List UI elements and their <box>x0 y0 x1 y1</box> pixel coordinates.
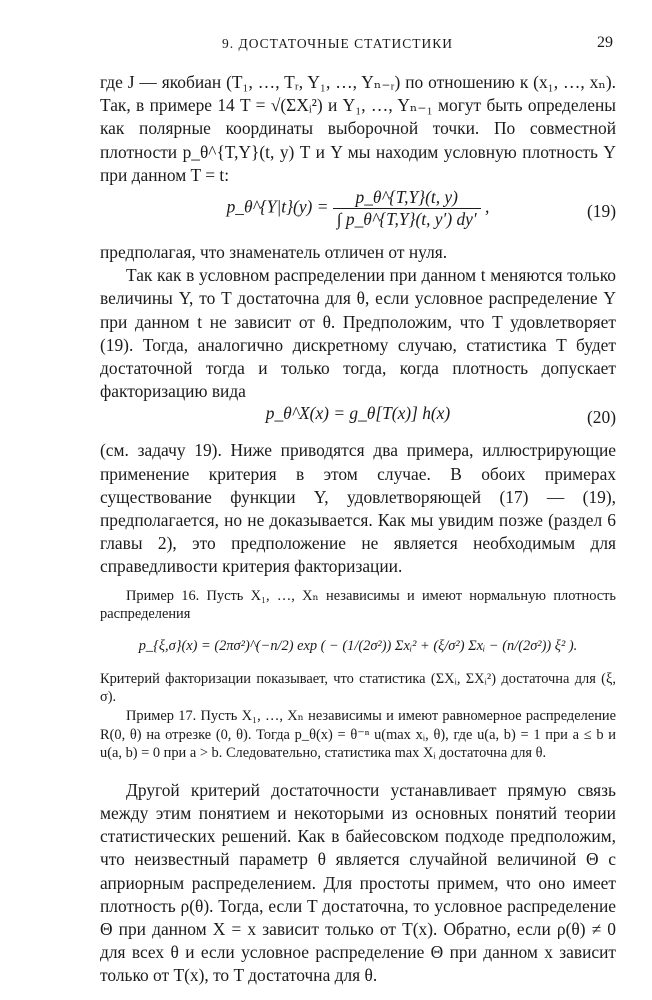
paragraph-jacobian: где J — якобиан (T₁, …, Tᵣ, Y₁, …, Yₙ₋ᵣ) по отношению к (x₁, …, xₙ). Так, в примере 14 T = √(ΣXᵢ²) и Y₁, …, Yₙ₋₁ могут быть определены как полярные координаты выборочной точки. По совместной плотности p_θ^{T,Y}(t, y) T и Y мы находим условную плотность Y при данном T = t: <box>100 72 616 185</box>
page-body <box>100 71 616 988</box>
spacer <box>100 579 616 587</box>
paragraph-conditional-distribution: Так как в условном распределении при данном t меняются только величины Y, то T достаточна для θ, если условное распределение Y при данном t не зависит от θ. Предположим, что T удовлетворяет (19). Тогда, аналогично дискретному случаю, статистика T будет достаточной тогда и только тогда, когда плотность допускает факторизацию вида <box>100 265 616 402</box>
equation-20-label: (20) <box>587 407 616 428</box>
equation-19-numerator: p_θ^{T,Y}(t, y) <box>333 187 481 209</box>
equation-20 <box>100 403 616 439</box>
page-header <box>0 30 652 54</box>
equation-19-denominator: ∫ p_θ^{T,Y}(t, y′) dy′ <box>336 209 477 230</box>
example-16-intro: Пример 16. Пусть X₁, …, Xₙ независимы и имеют нормальную плотность распределения <box>100 587 616 623</box>
equation-19 <box>100 187 616 241</box>
page-number: 29 <box>597 34 613 51</box>
paragraph-bayes-criterion: Другой критерий достаточности устанавливает прямую связь между этим понятием и некоторыми из основных понятий теории статистических решений. Как в байесовском подходе предположим, что неизвестный параметр θ является случайной величиной Θ с априорным распределением. Для простоты примем, что оно имеет плотность ρ(θ). Тогда, если T достаточна, то условное распределение Θ при данном X = x зависит только от T(x). Обратно, если ρ(θ) ≠ 0 для всех θ и если условное распределение Θ при данном x зависит только от T(x), то T достаточна для θ. <box>100 779 616 986</box>
equation-19-lhs: p_θ^{Y|t}(y) = <box>226 196 329 217</box>
paragraph-nonzero-denominator: предполагая, что знаменатель отличен от нуля. <box>100 242 448 263</box>
running-title: 9. ДОСТАТОЧНЫЕ СТАТИСТИКИ <box>222 36 454 51</box>
examples-block <box>100 587 616 763</box>
equation-19-tail: , <box>485 196 490 217</box>
example-16-conclusion: Критерий факторизации показывает, что статистика (ΣXᵢ, ΣXᵢ²) достаточна для (ξ, σ). <box>100 670 616 706</box>
equation-19-fraction <box>333 187 481 230</box>
spacer <box>100 763 616 779</box>
equation-20-expression: p_θ^X(x) = g_θ[T(x)] h(x) <box>265 403 451 424</box>
example-16-formula <box>100 624 616 670</box>
example-16-formula-expression: p_{ξ,σ}(x) = (2πσ²)^(−n/2) exp ( − (1/(2σ²)) Σxᵢ² + (ξ/σ²) Σxᵢ − (n/(2σ²)) ξ² ). <box>138 637 578 654</box>
equation-19-label: (19) <box>587 201 616 222</box>
example-17: Пример 17. Пусть X₁, …, Xₙ независимы и имеют равномерное распределение R(0, θ) на отрезке (0, θ). Тогда p_θ(x) = θ⁻ⁿ u(max xᵢ, θ), где u(a, b) = 1 при a ≤ b и u(a, b) = 0 при a > b. Следовательно, статистика max Xᵢ достаточна для θ. <box>100 708 616 762</box>
paragraph-examples-intro: (см. задачу 19). Ниже приводятся два примера, иллюстрирующие применение критерия в этом случае. В обоих примерах существование функции Y, удовлетворяющей (17) — (19), предполагается, но не доказывается. Как мы увидим позже (раздел 6 главы 2), это предположение не является необходимым для справедливости критерия факторизации. <box>100 440 616 577</box>
